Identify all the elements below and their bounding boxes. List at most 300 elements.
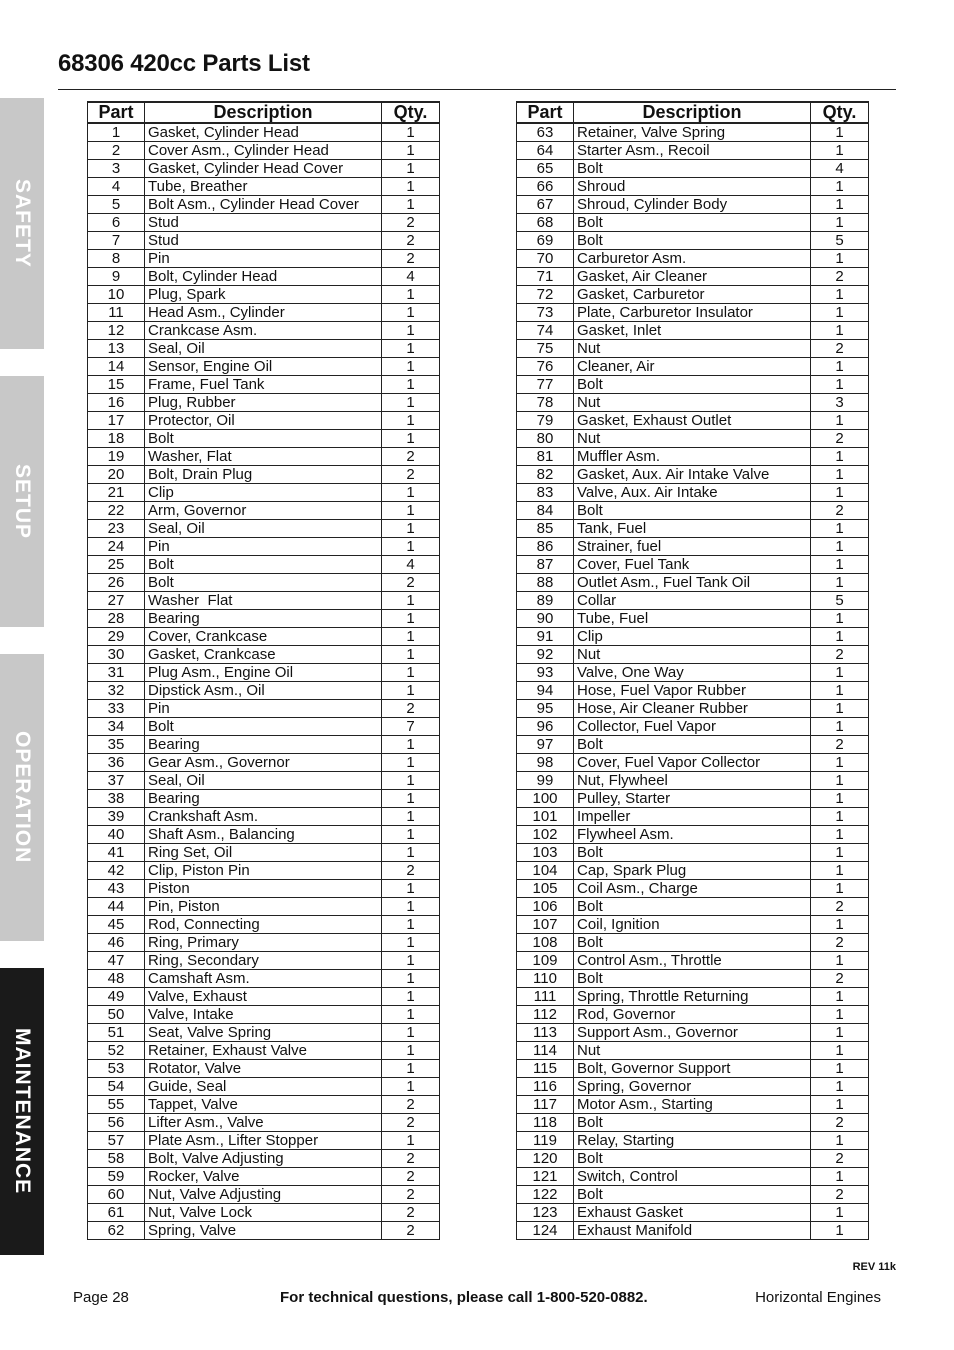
table-row	[517, 538, 869, 556]
table-row	[88, 196, 440, 214]
part-number-cell: 72	[517, 286, 574, 304]
qty-cell: 1	[811, 520, 869, 538]
description-cell: Bolt	[574, 502, 811, 520]
part-number-cell: 52	[88, 1042, 145, 1060]
table-row	[88, 538, 440, 556]
description-cell: Seal, Oil	[145, 772, 382, 790]
description-cell: Bolt	[574, 232, 811, 250]
table-row	[88, 1042, 440, 1060]
description-cell: Nut	[574, 1042, 811, 1060]
description-cell: Bolt	[574, 736, 811, 754]
table-row	[517, 322, 869, 340]
description-cell: Stud	[145, 214, 382, 232]
qty-cell: 1	[811, 1204, 869, 1222]
description-cell: Bolt	[574, 1186, 811, 1204]
part-number-cell: 15	[88, 376, 145, 394]
table-row	[517, 682, 869, 700]
part-number-cell: 84	[517, 502, 574, 520]
part-column-header: Part	[517, 102, 574, 123]
table-row	[517, 1132, 869, 1150]
table-row	[517, 628, 869, 646]
qty-cell: 2	[382, 862, 440, 880]
table-row	[88, 268, 440, 286]
table-row	[517, 178, 869, 196]
part-number-cell: 49	[88, 988, 145, 1006]
qty-cell: 1	[382, 610, 440, 628]
part-number-cell: 95	[517, 700, 574, 718]
qty-cell: 1	[382, 484, 440, 502]
description-cell: Plug, Spark	[145, 286, 382, 304]
part-number-cell: 50	[88, 1006, 145, 1024]
description-cell: Cover, Fuel Vapor Collector	[574, 754, 811, 772]
part-number-cell: 53	[88, 1060, 145, 1078]
table-row	[517, 340, 869, 358]
part-number-cell: 12	[88, 322, 145, 340]
description-cell: Bolt	[574, 970, 811, 988]
description-cell: Support Asm., Governor	[574, 1024, 811, 1042]
table-row	[88, 700, 440, 718]
qty-cell: 3	[811, 394, 869, 412]
part-number-cell: 123	[517, 1204, 574, 1222]
qty-cell: 1	[811, 1168, 869, 1186]
table-row	[88, 628, 440, 646]
description-cell: Switch, Control	[574, 1168, 811, 1186]
part-number-cell: 33	[88, 700, 145, 718]
side-tab-label: SETUP	[11, 463, 34, 539]
side-tab-operation[interactable]	[0, 654, 44, 941]
description-cell: Guide, Seal	[145, 1078, 382, 1096]
qty-cell: 1	[811, 700, 869, 718]
part-number-cell: 86	[517, 538, 574, 556]
part-number-cell: 101	[517, 808, 574, 826]
part-number-cell: 21	[88, 484, 145, 502]
table-row	[517, 232, 869, 250]
qty-cell: 1	[811, 358, 869, 376]
part-number-cell: 97	[517, 736, 574, 754]
part-number-cell: 103	[517, 844, 574, 862]
table-row	[88, 664, 440, 682]
description-cell: Flywheel Asm.	[574, 826, 811, 844]
description-cell: Plug Asm., Engine Oil	[145, 664, 382, 682]
qty-cell: 1	[382, 736, 440, 754]
description-cell: Plate Asm., Lifter Stopper	[145, 1132, 382, 1150]
qty-cell: 1	[382, 592, 440, 610]
qty-cell: 1	[382, 160, 440, 178]
part-number-cell: 113	[517, 1024, 574, 1042]
table-row	[517, 754, 869, 772]
qty-cell: 1	[811, 196, 869, 214]
description-cell: Dipstick Asm., Oil	[145, 682, 382, 700]
qty-cell: 2	[382, 1114, 440, 1132]
description-cell: Bolt	[145, 574, 382, 592]
description-cell: Bolt	[145, 718, 382, 736]
table-row	[88, 574, 440, 592]
description-cell: Shaft Asm., Balancing	[145, 826, 382, 844]
part-number-cell: 31	[88, 664, 145, 682]
table-row	[517, 736, 869, 754]
part-number-cell: 87	[517, 556, 574, 574]
table-row	[88, 646, 440, 664]
part-number-cell: 69	[517, 232, 574, 250]
table-row	[88, 862, 440, 880]
qty-cell: 1	[811, 1222, 869, 1240]
part-number-cell: 22	[88, 502, 145, 520]
part-number-cell: 89	[517, 592, 574, 610]
table-row	[88, 718, 440, 736]
qty-cell: 1	[811, 1024, 869, 1042]
description-cell: Bearing	[145, 736, 382, 754]
description-cell: Rod, Connecting	[145, 916, 382, 934]
description-cell: Valve, Exhaust	[145, 988, 382, 1006]
table-row	[517, 484, 869, 502]
description-cell: Bolt	[574, 160, 811, 178]
description-cell: Sensor, Engine Oil	[145, 358, 382, 376]
part-number-cell: 73	[517, 304, 574, 322]
table-row	[88, 430, 440, 448]
qty-cell: 1	[811, 286, 869, 304]
part-number-cell: 114	[517, 1042, 574, 1060]
table-row	[88, 1060, 440, 1078]
table-row	[88, 790, 440, 808]
qty-cell: 2	[811, 646, 869, 664]
table-row	[88, 1096, 440, 1114]
qty-cell: 1	[811, 1006, 869, 1024]
part-number-cell: 115	[517, 1060, 574, 1078]
part-number-cell: 9	[88, 268, 145, 286]
part-number-cell: 116	[517, 1078, 574, 1096]
table-row	[88, 844, 440, 862]
table-row	[88, 556, 440, 574]
part-number-cell: 99	[517, 772, 574, 790]
part-number-cell: 118	[517, 1114, 574, 1132]
description-cell: Bolt Asm., Cylinder Head Cover	[145, 196, 382, 214]
description-cell: Carburetor Asm.	[574, 250, 811, 268]
description-cell: Valve, Aux. Air Intake	[574, 484, 811, 502]
part-number-cell: 14	[88, 358, 145, 376]
qty-cell: 1	[811, 484, 869, 502]
part-number-cell: 102	[517, 826, 574, 844]
qty-cell: 1	[811, 628, 869, 646]
description-cell: Cover, Crankcase	[145, 628, 382, 646]
qty-cell: 1	[811, 790, 869, 808]
description-cell: Hose, Air Cleaner Rubber	[574, 700, 811, 718]
part-number-cell: 65	[517, 160, 574, 178]
table-row	[88, 682, 440, 700]
part-number-cell: 1	[88, 123, 145, 142]
qty-cell: 7	[382, 718, 440, 736]
part-number-cell: 7	[88, 232, 145, 250]
table-row	[88, 123, 440, 142]
table-row	[88, 1150, 440, 1168]
description-cell: Cover, Fuel Tank	[574, 556, 811, 574]
parts-table-left	[87, 101, 440, 1240]
table-row	[88, 178, 440, 196]
qty-cell: 1	[382, 430, 440, 448]
part-number-cell: 27	[88, 592, 145, 610]
table-row	[88, 808, 440, 826]
side-tab-safety[interactable]	[0, 98, 44, 349]
description-cell: Spring, Throttle Returning	[574, 988, 811, 1006]
qty-column-header: Qty.	[382, 102, 440, 123]
part-number-cell: 78	[517, 394, 574, 412]
table-row	[88, 970, 440, 988]
table-row	[88, 466, 440, 484]
qty-cell: 1	[382, 988, 440, 1006]
table-row	[88, 502, 440, 520]
description-cell: Gasket, Air Cleaner	[574, 268, 811, 286]
part-number-cell: 25	[88, 556, 145, 574]
side-tab-setup[interactable]	[0, 376, 44, 627]
qty-cell: 1	[382, 898, 440, 916]
part-number-cell: 117	[517, 1096, 574, 1114]
table-row	[517, 1186, 869, 1204]
description-cell: Piston	[145, 880, 382, 898]
qty-cell: 1	[382, 1042, 440, 1060]
part-number-cell: 96	[517, 718, 574, 736]
table-row	[517, 898, 869, 916]
part-number-cell: 23	[88, 520, 145, 538]
description-cell: Nut	[574, 394, 811, 412]
part-number-cell: 104	[517, 862, 574, 880]
description-column-header: Description	[574, 102, 811, 123]
part-number-cell: 74	[517, 322, 574, 340]
table-row	[88, 322, 440, 340]
table-row	[517, 610, 869, 628]
description-cell: Nut	[574, 340, 811, 358]
part-number-cell: 48	[88, 970, 145, 988]
part-number-cell: 43	[88, 880, 145, 898]
part-number-cell: 66	[517, 178, 574, 196]
part-number-cell: 45	[88, 916, 145, 934]
description-cell: Tappet, Valve	[145, 1096, 382, 1114]
description-cell: Crankshaft Asm.	[145, 808, 382, 826]
part-number-cell: 122	[517, 1186, 574, 1204]
qty-cell: 1	[811, 214, 869, 232]
table-row	[517, 718, 869, 736]
qty-cell: 1	[811, 862, 869, 880]
description-cell: Bolt	[574, 214, 811, 232]
part-number-cell: 121	[517, 1168, 574, 1186]
qty-cell: 1	[811, 916, 869, 934]
part-number-cell: 57	[88, 1132, 145, 1150]
table-row	[517, 1006, 869, 1024]
side-tab-maintenance[interactable]	[0, 968, 44, 1255]
description-cell: Bolt, Cylinder Head	[145, 268, 382, 286]
description-cell: Muffler Asm.	[574, 448, 811, 466]
table-row	[88, 754, 440, 772]
table-row	[517, 772, 869, 790]
qty-cell: 1	[811, 556, 869, 574]
description-cell: Arm, Governor	[145, 502, 382, 520]
qty-cell: 1	[811, 1060, 869, 1078]
description-cell: Relay, Starting	[574, 1132, 811, 1150]
part-number-cell: 39	[88, 808, 145, 826]
table-row	[88, 358, 440, 376]
table-row	[517, 844, 869, 862]
table-row	[517, 466, 869, 484]
description-cell: Plate, Carburetor Insulator	[574, 304, 811, 322]
part-number-cell: 35	[88, 736, 145, 754]
product-name: Horizontal Engines	[755, 1289, 881, 1306]
table-row	[517, 214, 869, 232]
table-row	[88, 934, 440, 952]
description-cell: Gasket, Inlet	[574, 322, 811, 340]
part-number-cell: 67	[517, 196, 574, 214]
description-cell: Retainer, Exhaust Valve	[145, 1042, 382, 1060]
part-number-cell: 28	[88, 610, 145, 628]
description-cell: Gasket, Crankcase	[145, 646, 382, 664]
table-row	[517, 1042, 869, 1060]
qty-cell: 1	[382, 1078, 440, 1096]
table-row	[88, 286, 440, 304]
qty-cell: 1	[382, 934, 440, 952]
qty-cell: 2	[811, 736, 869, 754]
qty-cell: 1	[811, 772, 869, 790]
part-number-cell: 88	[517, 574, 574, 592]
qty-cell: 1	[811, 826, 869, 844]
qty-cell: 1	[382, 1060, 440, 1078]
qty-cell: 2	[382, 1186, 440, 1204]
part-number-cell: 42	[88, 862, 145, 880]
table-row	[517, 700, 869, 718]
part-number-cell: 46	[88, 934, 145, 952]
part-number-cell: 41	[88, 844, 145, 862]
part-number-cell: 20	[88, 466, 145, 484]
table-row	[88, 898, 440, 916]
table-row	[88, 1006, 440, 1024]
description-cell: Clip, Piston Pin	[145, 862, 382, 880]
description-cell: Ring Set, Oil	[145, 844, 382, 862]
table-row	[88, 772, 440, 790]
description-cell: Ring, Primary	[145, 934, 382, 952]
part-number-cell: 34	[88, 718, 145, 736]
qty-cell: 1	[811, 123, 869, 142]
description-cell: Rotator, Valve	[145, 1060, 382, 1078]
qty-cell: 1	[811, 322, 869, 340]
qty-cell: 1	[382, 790, 440, 808]
qty-cell: 2	[382, 448, 440, 466]
qty-cell: 2	[811, 430, 869, 448]
description-cell: Rod, Governor	[574, 1006, 811, 1024]
table-row	[88, 1024, 440, 1042]
description-cell: Camshaft Asm.	[145, 970, 382, 988]
description-cell: Clip	[145, 484, 382, 502]
qty-cell: 1	[811, 466, 869, 484]
table-row	[517, 862, 869, 880]
side-tab-label: MAINTENANCE	[11, 1028, 34, 1195]
qty-cell: 2	[382, 1222, 440, 1240]
description-cell: Bolt, Drain Plug	[145, 466, 382, 484]
description-cell: Strainer, fuel	[574, 538, 811, 556]
qty-cell: 1	[382, 123, 440, 142]
part-number-cell: 59	[88, 1168, 145, 1186]
table-row	[517, 826, 869, 844]
description-cell: Bolt	[574, 844, 811, 862]
part-number-cell: 81	[517, 448, 574, 466]
qty-cell: 1	[382, 502, 440, 520]
part-number-cell: 112	[517, 1006, 574, 1024]
qty-cell: 1	[811, 610, 869, 628]
part-number-cell: 105	[517, 880, 574, 898]
description-cell: Lifter Asm., Valve	[145, 1114, 382, 1132]
table-row	[88, 394, 440, 412]
table-row	[517, 646, 869, 664]
part-number-cell: 70	[517, 250, 574, 268]
support-phone-text: For technical questions, please call 1-800-520-0882.	[280, 1289, 648, 1306]
qty-cell: 1	[382, 772, 440, 790]
description-cell: Cap, Spark Plug	[574, 862, 811, 880]
qty-cell: 1	[811, 538, 869, 556]
qty-cell: 2	[811, 268, 869, 286]
table-row	[88, 448, 440, 466]
part-number-cell: 10	[88, 286, 145, 304]
table-row	[517, 1222, 869, 1240]
qty-cell: 1	[382, 178, 440, 196]
table-row	[517, 502, 869, 520]
qty-cell: 1	[811, 1078, 869, 1096]
qty-cell: 2	[382, 214, 440, 232]
part-number-cell: 109	[517, 952, 574, 970]
qty-cell: 4	[382, 556, 440, 574]
description-cell: Valve, One Way	[574, 664, 811, 682]
part-number-cell: 76	[517, 358, 574, 376]
description-cell: Bolt	[574, 376, 811, 394]
table-row	[517, 160, 869, 178]
qty-cell: 1	[382, 520, 440, 538]
table-row	[88, 916, 440, 934]
qty-cell: 1	[811, 664, 869, 682]
part-number-cell: 58	[88, 1150, 145, 1168]
part-number-cell: 119	[517, 1132, 574, 1150]
description-cell: Nut, Flywheel	[574, 772, 811, 790]
qty-cell: 5	[811, 232, 869, 250]
table-row	[517, 1114, 869, 1132]
table-row	[88, 304, 440, 322]
description-cell: Bolt	[574, 898, 811, 916]
part-number-cell: 38	[88, 790, 145, 808]
qty-cell: 1	[811, 844, 869, 862]
table-row	[517, 808, 869, 826]
table-row	[517, 988, 869, 1006]
qty-cell: 1	[382, 412, 440, 430]
part-number-cell: 93	[517, 664, 574, 682]
table-row	[517, 880, 869, 898]
table-row	[517, 1078, 869, 1096]
part-number-cell: 51	[88, 1024, 145, 1042]
table-row	[88, 1186, 440, 1204]
table-row	[517, 1060, 869, 1078]
qty-cell: 2	[382, 1096, 440, 1114]
qty-cell: 2	[382, 700, 440, 718]
description-cell: Motor Asm., Starting	[574, 1096, 811, 1114]
qty-cell: 1	[382, 628, 440, 646]
part-number-cell: 56	[88, 1114, 145, 1132]
qty-cell: 5	[811, 592, 869, 610]
part-number-cell: 107	[517, 916, 574, 934]
revision-label: REV 11k	[852, 1261, 896, 1273]
part-number-cell: 80	[517, 430, 574, 448]
description-cell: Gasket, Exhaust Outlet	[574, 412, 811, 430]
part-number-cell: 3	[88, 160, 145, 178]
description-cell: Pin	[145, 538, 382, 556]
part-number-cell: 90	[517, 610, 574, 628]
part-number-cell: 37	[88, 772, 145, 790]
part-number-cell: 29	[88, 628, 145, 646]
part-number-cell: 85	[517, 520, 574, 538]
description-cell: Shroud	[574, 178, 811, 196]
qty-cell: 1	[382, 916, 440, 934]
table-row	[88, 232, 440, 250]
